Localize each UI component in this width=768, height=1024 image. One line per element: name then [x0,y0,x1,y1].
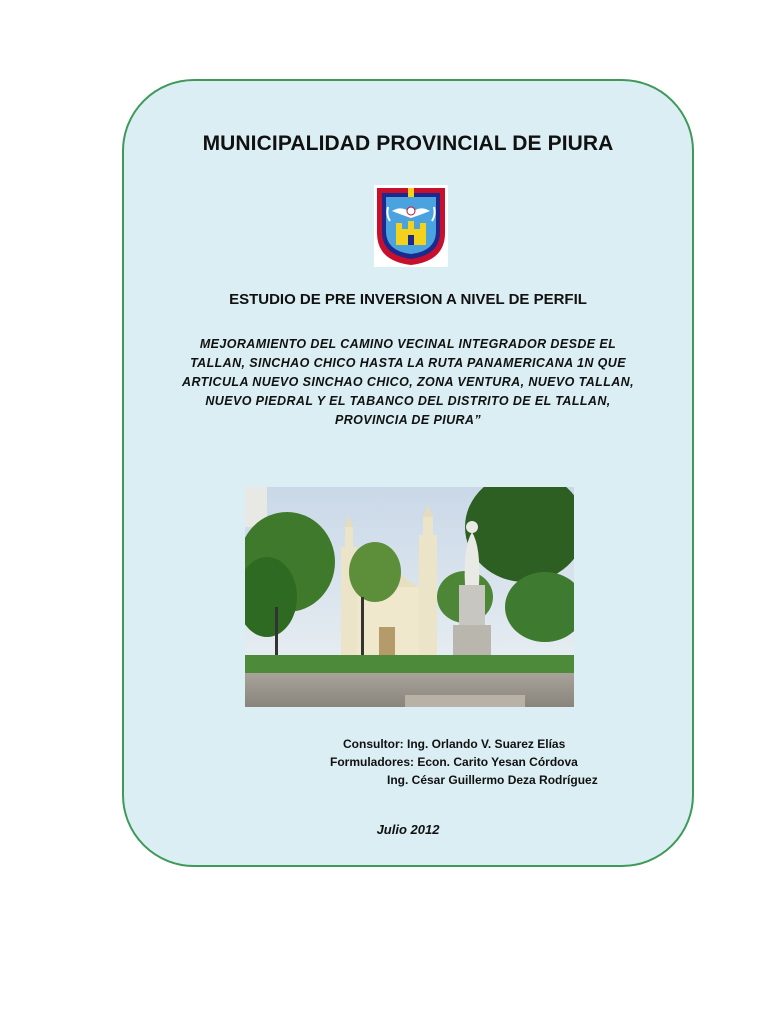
cathedral-plaza-photo [245,487,574,707]
project-line: NUEVO PIEDRAL Y EL TABANCO DEL DISTRITO DE EL TALLAN, [205,394,611,408]
project-line: TALLAN, SINCHAO CHICO HASTA LA RUTA PANAMERICANA 1N QUE [190,356,626,370]
project-title [164,335,652,430]
project-line: MEJORAMIENTO DEL CAMINO VECINAL INTEGRADOR DESDE EL [199,337,617,351]
study-title: ESTUDIO DE PRE INVERSION A NIVEL DE PERFIL [229,291,587,308]
cover-panel [122,79,694,867]
municipal-crest-icon [374,185,448,267]
project-line: ARTICULA NUEVO SINCHAO CHICO, ZONA VENTURA, NUEVO TALLAN, [182,375,634,389]
formulador-line: Ing. César Guillermo Deza Rodríguez [387,773,598,787]
consultor-line: Consultor: Ing. Orlando V. Suarez Elías [343,737,566,751]
page-title: MUNICIPALIDAD PROVINCIAL DE PIURA [202,132,614,155]
project-line: PROVINCIA DE PIURA” [334,413,482,427]
formuladores-line: Formuladores: Econ. Carito Yesan Córdova [330,755,578,769]
document-date: Julio 2012 [376,822,440,837]
